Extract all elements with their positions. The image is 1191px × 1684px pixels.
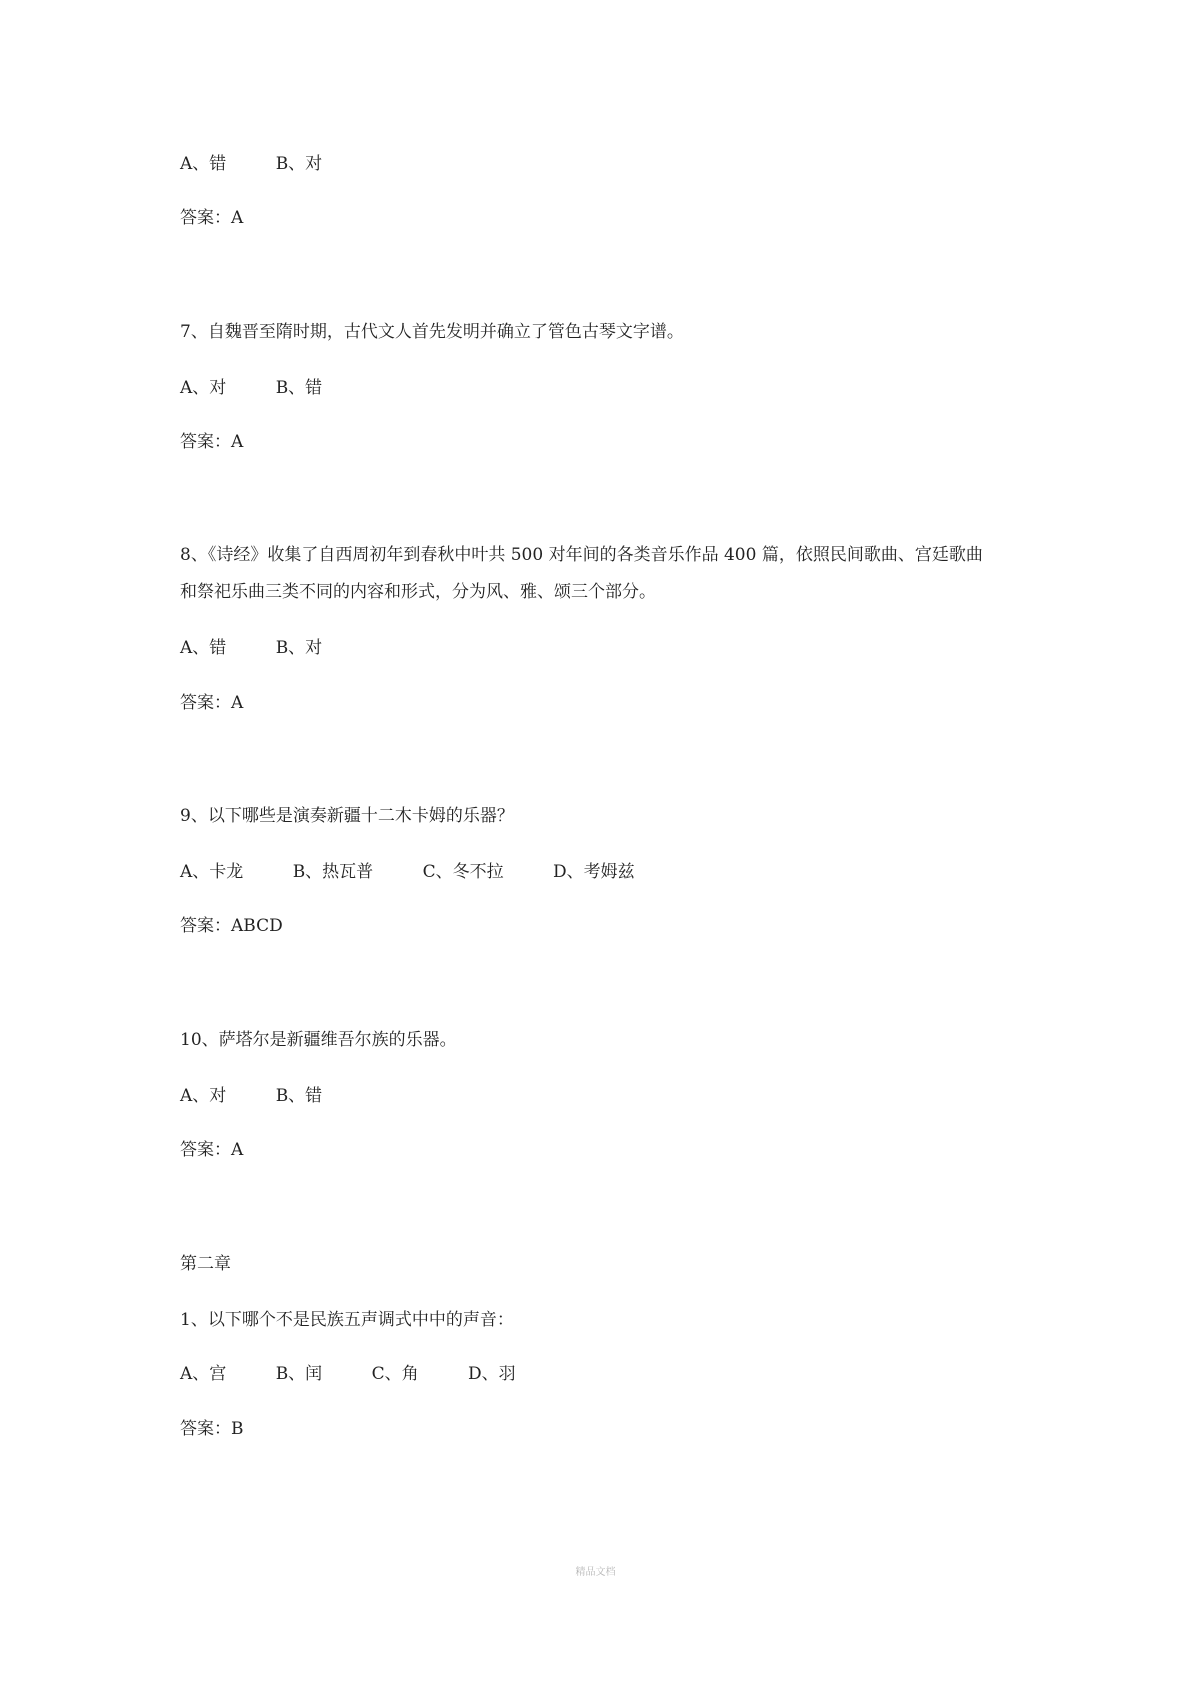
q6-option-b: B、对 bbox=[275, 154, 323, 174]
c2q1-option-b: B、闰 bbox=[275, 1364, 323, 1384]
q9-answer: 答案：ABCD bbox=[180, 916, 283, 936]
q9-option-b: B、热瓦普 bbox=[292, 862, 374, 882]
c2q1-option-a: A、宫 bbox=[180, 1364, 227, 1384]
c2q1-question: 1、以下哪个不是民族五声调式中中的声音： bbox=[180, 1310, 514, 1330]
q8-question-line-1: 8、《诗经》收集了自西周初年到春秋中叶共 500 对年间的各类音乐作品 400 篇，依照民间歌曲、宫廷歌曲 bbox=[180, 545, 983, 565]
chapter-heading: 第二章 bbox=[180, 1254, 231, 1274]
q8-options bbox=[180, 636, 366, 660]
c2q1-option-d: D、羽 bbox=[468, 1364, 516, 1384]
page-footer: 精品文档 bbox=[575, 1567, 616, 1578]
q8-answer: 答案：A bbox=[180, 693, 244, 713]
q10-answer: 答案：A bbox=[180, 1140, 244, 1160]
c2q1-option-c: C、角 bbox=[371, 1364, 419, 1384]
q9-options bbox=[180, 860, 679, 884]
q10-option-b: B、错 bbox=[275, 1086, 323, 1106]
q6-option-a: A、错 bbox=[180, 154, 227, 174]
q7-question: 7、自魏晋至隋时期，古代文人首先发明并确立了管色古琴文字谱。 bbox=[180, 322, 684, 342]
q9-option-c: C、冬不拉 bbox=[422, 862, 504, 882]
c2q1-options bbox=[180, 1362, 560, 1386]
q8-question-line-2: 和祭祀乐曲三类不同的内容和形式，分为风、雅、颂三个部分。 bbox=[180, 582, 656, 602]
q10-option-a: A、对 bbox=[180, 1086, 227, 1106]
q10-options bbox=[180, 1084, 366, 1108]
q6-options bbox=[180, 152, 366, 176]
q8-option-a: A、错 bbox=[180, 638, 227, 658]
q10-question: 10、萨塔尔是新疆维吾尔族的乐器。 bbox=[180, 1030, 457, 1050]
q6-answer: 答案：A bbox=[180, 208, 244, 228]
q7-answer: 答案：A bbox=[180, 432, 244, 452]
q9-question: 9、以下哪些是演奏新疆十二木卡姆的乐器？ bbox=[180, 806, 514, 826]
q7-option-b: B、错 bbox=[275, 378, 323, 398]
q8-option-b: B、对 bbox=[275, 638, 323, 658]
q9-option-d: D、考姆兹 bbox=[553, 862, 635, 882]
q7-option-a: A、对 bbox=[180, 378, 227, 398]
q9-option-a: A、卡龙 bbox=[180, 862, 244, 882]
q7-options bbox=[180, 376, 366, 400]
c2q1-answer: 答案：B bbox=[180, 1419, 244, 1439]
